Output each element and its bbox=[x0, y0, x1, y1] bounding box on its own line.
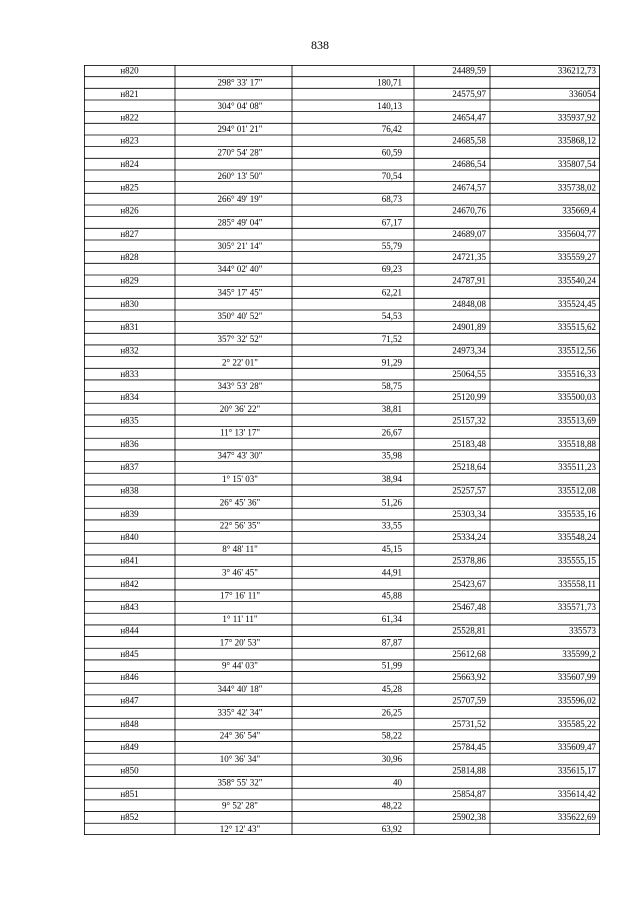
point-name: н820 bbox=[120, 65, 139, 76]
coord-y: 335609,47 bbox=[557, 742, 596, 753]
coord-x: 24686,54 bbox=[452, 158, 486, 169]
coord-x: 24489,59 bbox=[452, 65, 486, 76]
direction-angle: 9° 44' 03" bbox=[222, 660, 258, 671]
direction-angle: 345° 17' 45" bbox=[217, 287, 263, 298]
distance: 71,52 bbox=[381, 334, 402, 345]
point-name: н840 bbox=[120, 532, 139, 543]
point-name: н827 bbox=[120, 228, 139, 239]
distance: 26,67 bbox=[381, 427, 402, 438]
coord-y: 335540,24 bbox=[557, 275, 596, 286]
direction-angle: 11° 13' 17" bbox=[219, 427, 261, 438]
distance: 91,29 bbox=[381, 357, 402, 368]
distance: 45,88 bbox=[381, 590, 402, 601]
coord-x: 25854,87 bbox=[452, 788, 486, 799]
coord-y: 335512,08 bbox=[557, 485, 596, 496]
coord-x: 25467,48 bbox=[452, 602, 486, 613]
distance: 61,34 bbox=[381, 614, 402, 625]
coord-y: 335511,23 bbox=[558, 462, 596, 473]
coord-x: 25120,99 bbox=[452, 392, 486, 403]
point-name: н824 bbox=[120, 158, 139, 169]
coord-x: 25707,59 bbox=[452, 695, 486, 706]
direction-angle: 260° 13' 50" bbox=[217, 170, 263, 181]
coord-x: 24689,07 bbox=[452, 228, 486, 239]
distance: 38,94 bbox=[381, 474, 402, 485]
direction-angle: 358° 55' 32" bbox=[217, 777, 263, 788]
direction-angle: 298° 33' 17" bbox=[217, 77, 263, 88]
coord-y: 335516,33 bbox=[557, 368, 596, 379]
distance: 140,13 bbox=[377, 100, 402, 111]
coord-x: 24685,58 bbox=[452, 135, 486, 146]
distance: 33,55 bbox=[381, 520, 402, 531]
point-name: н850 bbox=[120, 765, 139, 776]
point-name: н835 bbox=[120, 415, 139, 426]
distance: 69,23 bbox=[381, 264, 402, 275]
distance: 68,73 bbox=[381, 194, 402, 205]
distance: 76,42 bbox=[381, 124, 402, 135]
direction-angle: 304° 04' 08" bbox=[217, 100, 263, 111]
distance: 45,28 bbox=[381, 684, 402, 695]
distance: 51,99 bbox=[381, 660, 402, 671]
coord-y: 335571,73 bbox=[557, 602, 596, 613]
point-name: н830 bbox=[120, 298, 139, 309]
direction-angle: 22° 56' 35" bbox=[219, 520, 261, 531]
point-name: н825 bbox=[120, 182, 139, 193]
coord-y: 335669,4 bbox=[562, 205, 596, 216]
coord-x: 25902,38 bbox=[452, 812, 486, 823]
distance: 40 bbox=[393, 777, 402, 788]
point-name: н852 bbox=[120, 812, 139, 823]
point-name: н844 bbox=[120, 625, 139, 636]
point-name: н841 bbox=[120, 555, 139, 566]
point-name: н829 bbox=[120, 275, 139, 286]
direction-angle: 285° 49' 04" bbox=[217, 217, 263, 228]
coord-x: 25183,48 bbox=[452, 438, 486, 449]
direction-angle: 2° 22' 01" bbox=[222, 357, 258, 368]
point-name: н834 bbox=[120, 392, 139, 403]
point-name: н845 bbox=[120, 648, 139, 659]
direction-angle: 12° 12' 43" bbox=[219, 824, 261, 835]
direction-angle: 17° 16' 11" bbox=[219, 590, 261, 601]
distance: 58,22 bbox=[381, 730, 402, 741]
point-name: н833 bbox=[120, 368, 139, 379]
coord-y: 335615,17 bbox=[557, 765, 596, 776]
point-name: н843 bbox=[120, 602, 139, 613]
point-name: н847 bbox=[120, 695, 139, 706]
direction-angle: 335° 42' 34" bbox=[217, 707, 263, 718]
coord-x: 25303,34 bbox=[452, 508, 486, 519]
coord-y: 335622,69 bbox=[557, 812, 596, 823]
distance: 30,96 bbox=[381, 754, 402, 765]
distance: 51,26 bbox=[381, 497, 402, 508]
coord-y: 335599,2 bbox=[562, 648, 596, 659]
point-name: н837 bbox=[120, 462, 139, 473]
direction-angle: 24° 36' 54" bbox=[219, 730, 261, 741]
coord-x: 24654,47 bbox=[452, 112, 486, 123]
coord-x: 25334,24 bbox=[452, 532, 486, 543]
point-name: н831 bbox=[120, 322, 139, 333]
direction-angle: 305° 21' 14" bbox=[217, 240, 263, 251]
direction-angle: 17° 20' 53" bbox=[219, 637, 261, 648]
distance: 58,75 bbox=[381, 380, 402, 391]
coord-y: 335607,99 bbox=[557, 672, 596, 683]
point-name: н836 bbox=[120, 438, 139, 449]
direction-angle: 20° 36' 22" bbox=[219, 404, 261, 415]
point-name: н848 bbox=[120, 718, 139, 729]
coord-x: 25218,64 bbox=[452, 462, 486, 473]
coord-y: 335738,02 bbox=[557, 182, 596, 193]
coord-x: 25528,81 bbox=[452, 625, 486, 636]
direction-angle: 294° 01' 21" bbox=[217, 124, 263, 135]
direction-angle: 3° 46' 45" bbox=[222, 567, 258, 578]
coord-x: 24674,57 bbox=[452, 182, 486, 193]
coord-y: 335513,69 bbox=[557, 415, 596, 426]
distance: 55,79 bbox=[381, 240, 402, 251]
distance: 54,53 bbox=[381, 310, 402, 321]
distance: 62,21 bbox=[381, 287, 402, 298]
coord-y: 335548,24 bbox=[557, 532, 596, 543]
coord-y: 335585,22 bbox=[557, 718, 596, 729]
coord-y: 335604,77 bbox=[557, 228, 596, 239]
direction-angle: 9° 52' 28" bbox=[222, 800, 258, 811]
coord-x: 25612,68 bbox=[452, 648, 486, 659]
point-name: н839 bbox=[120, 508, 139, 519]
point-name: н826 bbox=[120, 205, 139, 216]
coord-x: 24721,35 bbox=[452, 252, 486, 263]
direction-angle: 344° 02' 40" bbox=[217, 264, 263, 275]
direction-angle: 10° 36' 34" bbox=[219, 754, 261, 765]
direction-angle: 344° 40' 18" bbox=[217, 684, 263, 695]
distance: 35,98 bbox=[381, 450, 402, 461]
coord-x: 25157,32 bbox=[452, 415, 486, 426]
coord-x: 25257,57 bbox=[452, 485, 486, 496]
distance: 70,54 bbox=[381, 170, 402, 181]
coord-y: 335868,12 bbox=[557, 135, 596, 146]
coord-x: 25423,67 bbox=[452, 578, 486, 589]
direction-angle: 266° 49' 19" bbox=[217, 194, 263, 205]
coord-x: 24575,97 bbox=[452, 88, 486, 99]
coord-x: 24901,89 bbox=[452, 322, 486, 333]
coord-y: 335518,88 bbox=[557, 438, 596, 449]
point-name: н832 bbox=[120, 345, 139, 356]
coord-y: 335515,62 bbox=[557, 322, 596, 333]
page-number: 838 bbox=[311, 38, 329, 52]
coord-x: 24670,76 bbox=[452, 205, 486, 216]
direction-angle: 350° 40' 52" bbox=[217, 310, 263, 321]
direction-angle: 26° 45' 36" bbox=[219, 497, 261, 508]
coord-x: 25378,86 bbox=[452, 555, 486, 566]
distance: 26,25 bbox=[381, 707, 402, 718]
coord-y: 335596,02 bbox=[557, 695, 596, 706]
coord-x: 25663,92 bbox=[452, 672, 486, 683]
coord-x: 25064,55 bbox=[452, 368, 486, 379]
point-name: н842 bbox=[120, 578, 139, 589]
point-name: н821 bbox=[120, 88, 139, 99]
coord-y: 335573 bbox=[569, 625, 596, 636]
distance: 63,92 bbox=[381, 824, 402, 835]
coord-x: 24973,34 bbox=[452, 345, 486, 356]
coord-y: 335500,03 bbox=[557, 392, 596, 403]
direction-angle: 343° 53' 28" bbox=[217, 380, 263, 391]
point-name: н823 bbox=[120, 135, 139, 146]
coord-x: 25814,88 bbox=[452, 765, 486, 776]
point-name: н838 bbox=[120, 485, 139, 496]
distance: 180,71 bbox=[377, 77, 402, 88]
coord-y: 335524,45 bbox=[557, 298, 596, 309]
coord-x: 25784,45 bbox=[452, 742, 486, 753]
coordinates-table bbox=[84, 65, 600, 835]
direction-angle: 1° 11' 11" bbox=[222, 614, 258, 625]
coord-y: 335807,54 bbox=[557, 158, 596, 169]
coord-x: 24787,91 bbox=[452, 275, 486, 286]
coord-y: 335535,16 bbox=[557, 508, 596, 519]
coord-y: 336212,73 bbox=[557, 65, 596, 76]
coordinates-table-grid bbox=[84, 65, 600, 835]
coord-y: 335559,27 bbox=[557, 252, 596, 263]
distance: 48,22 bbox=[381, 800, 402, 811]
distance: 87,87 bbox=[381, 637, 402, 648]
direction-angle: 347° 43' 30" bbox=[217, 450, 263, 461]
point-name: н846 bbox=[120, 672, 139, 683]
distance: 60,59 bbox=[381, 147, 402, 158]
coord-y: 336054 bbox=[569, 88, 596, 99]
point-name: н822 bbox=[120, 112, 139, 123]
coord-y: 335558,11 bbox=[558, 578, 596, 589]
coord-x: 25731,52 bbox=[452, 718, 486, 729]
coord-y: 335614,42 bbox=[557, 788, 596, 799]
distance: 38,81 bbox=[381, 404, 402, 415]
direction-angle: 270° 54' 28" bbox=[217, 147, 263, 158]
coord-y: 335512,56 bbox=[557, 345, 596, 356]
direction-angle: 357° 32' 52" bbox=[217, 334, 263, 345]
distance: 67,17 bbox=[381, 217, 402, 228]
coord-x: 24848,08 bbox=[452, 298, 486, 309]
point-name: н851 bbox=[120, 788, 139, 799]
point-name: н828 bbox=[120, 252, 139, 263]
distance: 45,15 bbox=[381, 544, 402, 555]
coord-y: 335555,15 bbox=[557, 555, 596, 566]
point-name: н849 bbox=[120, 742, 139, 753]
direction-angle: 1° 15' 03" bbox=[222, 474, 258, 485]
coord-y: 335937,92 bbox=[557, 112, 596, 123]
direction-angle: 8° 48' 11" bbox=[222, 544, 258, 555]
distance: 44,91 bbox=[381, 567, 402, 578]
